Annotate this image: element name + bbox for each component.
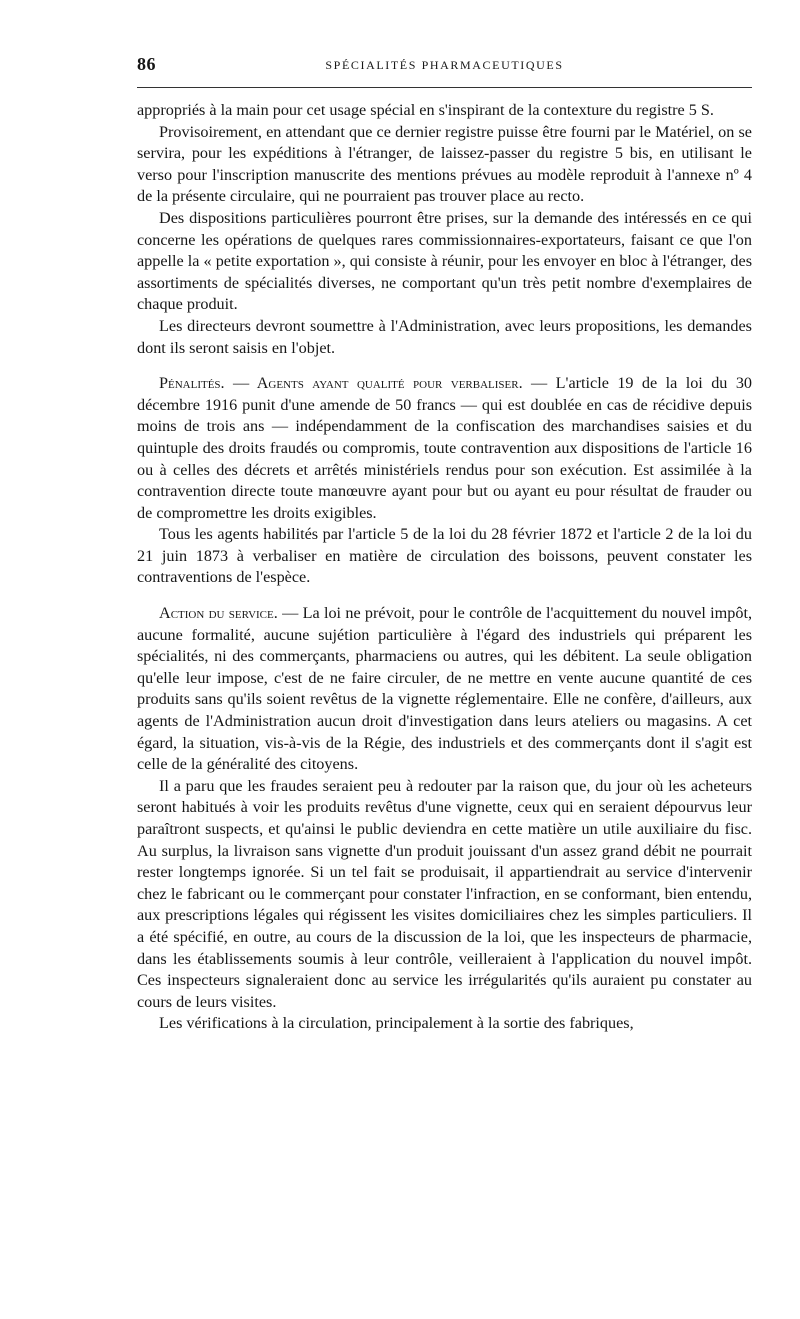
paragraph-dispositions: Des dispositions particulières pourront être prises, sur la demande des intéressés en ce qui concerne les opérations de quelques rares commissionnaires-exportateurs, faisant ce que l'on appelle la « petite exportation », qui consiste à réunir, pour les envoyer en bloc à l'étranger, des assortiments de spécialités diverses, ne comportant qu'un très petit nombre d'exemplaires de chaque produit. bbox=[137, 208, 752, 314]
header-rule bbox=[137, 87, 752, 88]
paragraph-verifications: Les vérifications à la circulation, principalement à la sortie des fabriques, bbox=[159, 1014, 634, 1033]
section-heading-action: Action du service. — bbox=[159, 604, 299, 623]
paragraph-continuation: appropriés à la main pour cet usage spécial en s'inspirant de la contexture du registre 5 S. bbox=[137, 101, 714, 119]
paragraph-directeurs: Les directeurs devront soumettre à l'Administration, avec leurs propositions, les demandes dont ils seront saisis en l'objet. bbox=[137, 316, 752, 357]
paragraph-penalites bbox=[137, 373, 752, 524]
paragraph-fraudes: Il a paru que les fraudes seraient peu à redouter par la raison que, du jour où les acheteurs seront habitués à voir les produits revêtus d'une vignette, ceux qui en seraient dépourvus leur paraîtront suspects, et qu'ainsi le public deviendra en cette matière un utile auxiliaire du fisc. Au surplus, la livraison sans vignette d'un produit jouissant d'un assez grand débit ne pourrait rester longtemps ignorée. Si un tel fait se produisait, il appartiendrait au service d'intervenir chez le fabricant ou le commerçant pour constater l'infraction, en se conformant, bien entendu, aux prescriptions légales qui régissent les visites domiciliaires chez les simples particuliers. Il a été spécifié, en outre, au cours de la discussion de la loi, que les inspecteurs de pharmacie, dans les établissements soumis à leur contrôle, veilleraient à l'application du nouvel impôt. Ces inspecteurs signaleraient donc au service les irrégularités qu'ils auraient pu constater au cours de leurs visites. bbox=[137, 776, 752, 1011]
paragraph-agents: Tous les agents habilités par l'article 5 de la loi du 28 février 1872 et l'article 2 de la loi du 21 juin 1873 à verbaliser en matière de circulation des boissons, peuvent constater les contraventions de l'espèce. bbox=[137, 525, 752, 587]
page-number: 86 bbox=[137, 54, 156, 74]
running-title: SPÉCIALITÉS PHARMACEUTIQUES bbox=[325, 58, 564, 72]
penalites-text: L'article 19 de la loi du 30 décembre 1916 punit d'une amende de 50 francs — qui est doublée en cas de récidive depuis moins de trois ans — indépendamment de la confiscation des marchandises saisies et du quintuple des droits fraudés ou compromis, toute contravention aux dispositions de l'article 16 ou à celles des décrets et arrêtés ministériels rendus pour son exécution. Est assimilée à la contravention directe toute manœuvre ayant pour but ou ayant eu pour résultat de frauder ou de compromettre les droits exigibles. bbox=[137, 374, 753, 522]
paragraph-provisoirement: Provisoirement, en attendant que ce dernier registre puisse être fourni par le Matériel, on se servira, pour les expéditions à l'étranger, de laissez-passer du registre 5 bis, en utilisant le verso pour l'inscription manuscrite des mentions prévues au modèle reproduit à l'annexe nº 4 de la présente circulaire, qui ne pourraient pas trouver place au recto. bbox=[137, 122, 752, 206]
section-heading-penalites: Pénalités. — Agents ayant qualité pour verbaliser. — bbox=[159, 374, 548, 393]
paragraph-action bbox=[137, 603, 752, 776]
action-text: La loi ne prévoit, pour le contrôle de l'acquittement du nouvel impôt, aucune formalité, aucune sujétion particulière à l'égard des industriels qui préparent les spécialités, ni des commerçants, pharmaciens ou autres, qui les débitent. La seule obligation qu'elle leur impose, c'est de ne faire circuler, de ne mettre en vente aucune quantité de ces produits sans qu'ils soient revêtus de la vignette réglementaire. Elle ne confère, d'ailleurs, aux agents de l'Administration aucun droit d'investigation dans leurs ateliers ou magasins. A cet égard, la situation, vis-à-vis de la Régie, des industriels et des commerçants dont il s'agit est celle de la généralité des citoyens. bbox=[137, 604, 752, 774]
page-header bbox=[137, 52, 752, 80]
body-text bbox=[137, 100, 752, 1035]
